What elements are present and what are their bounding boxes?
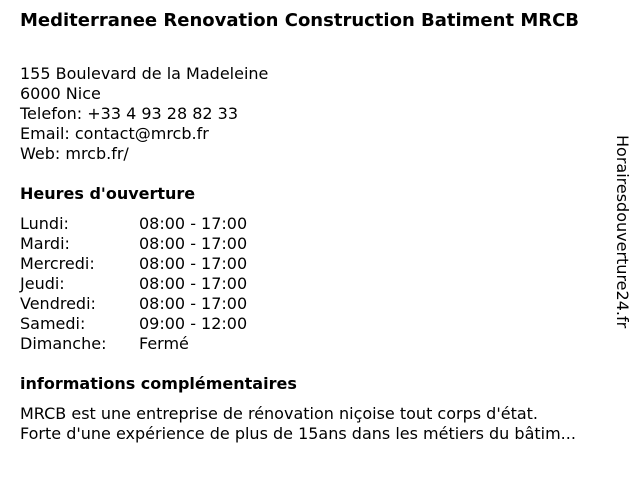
business-name: Mediterranee Renovation Construction Batiment MRCB — [20, 10, 580, 31]
time-value: 08:00 - 17:00 — [139, 234, 248, 253]
time-value: 09:00 - 12:00 — [139, 314, 248, 333]
hours-row-monday — [20, 214, 247, 234]
info-description — [20, 404, 620, 444]
hours-row-friday — [20, 294, 247, 314]
time-value: 08:00 - 17:00 — [139, 214, 248, 233]
hours-row-sunday — [20, 334, 247, 354]
email-text: Email: contact@mrcb.fr — [20, 124, 209, 143]
phone-text: Telefon: +33 4 93 28 82 33 — [20, 104, 239, 123]
info-line-1: MRCB est une entreprise de rénovation niçoise tout corps d'état. — [20, 404, 538, 423]
info-line-2: Forte d'une expérience de plus de 15ans dans les métiers du bâtim... — [20, 424, 576, 443]
time-value: Fermé — [139, 334, 189, 353]
day-label: Mercredi: — [20, 254, 95, 273]
day-label: Lundi: — [20, 214, 69, 233]
hours-row-wednesday — [20, 254, 247, 274]
day-label: Jeudi: — [20, 274, 65, 293]
web-text: Web: mrcb.fr/ — [20, 144, 129, 163]
day-label: Samedi: — [20, 314, 86, 333]
time-value: 08:00 - 17:00 — [139, 274, 248, 293]
hours-table — [20, 214, 247, 354]
address-city: 6000 Nice — [20, 84, 101, 103]
day-label: Dimanche: — [20, 334, 107, 353]
day-label: Vendredi: — [20, 294, 96, 313]
hours-row-thursday — [20, 274, 247, 294]
address-street: 155 Boulevard de la Madeleine — [20, 64, 269, 83]
time-value: 08:00 - 17:00 — [139, 294, 248, 313]
contact-block — [20, 64, 268, 164]
hours-row-tuesday — [20, 234, 247, 254]
hours-heading: Heures d'ouverture — [20, 184, 196, 203]
info-heading: informations complémentaires — [20, 374, 297, 393]
hours-row-saturday — [20, 314, 247, 334]
day-label: Mardi: — [20, 234, 70, 253]
site-watermark: Horairesdouverture24.fr — [613, 135, 632, 329]
time-value: 08:00 - 17:00 — [139, 254, 248, 273]
